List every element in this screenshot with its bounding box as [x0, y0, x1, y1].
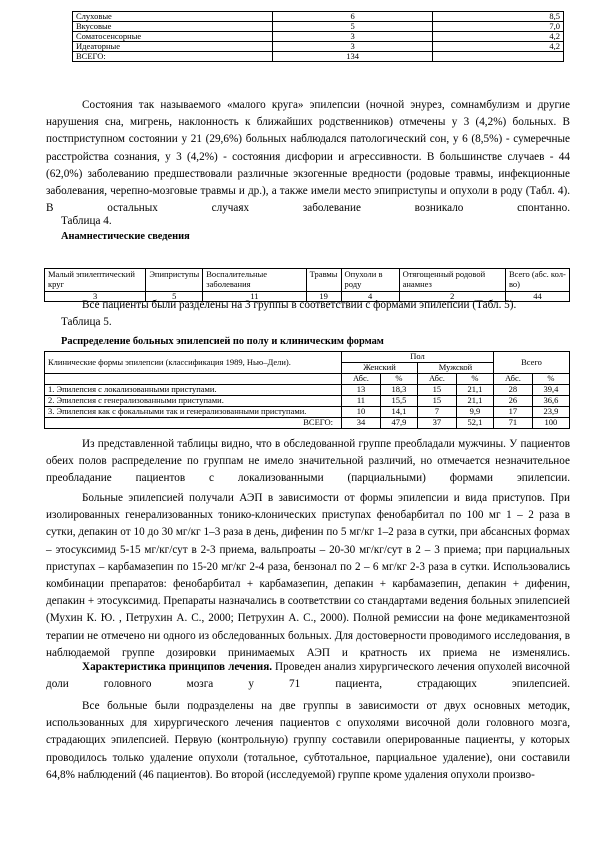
table-cell: 3: [272, 42, 432, 52]
table-header-cell: Опухоли в роду: [341, 269, 399, 292]
table-cell: 11: [342, 396, 381, 407]
table-row: [45, 418, 570, 429]
table4-title: Анамнестические сведения: [61, 231, 190, 242]
table-cell: 3: [272, 32, 432, 42]
pct-header: %: [380, 374, 417, 385]
table-cell: 26: [493, 396, 532, 407]
table-header-cell: Травмы: [306, 269, 341, 292]
table-row: [73, 52, 564, 62]
table-header-cell: Эпиприступы: [146, 269, 203, 292]
table5-label: Таблица 5.: [61, 316, 112, 328]
principles-heading: Характеристика принципов лечения.: [82, 661, 273, 673]
table-cell: 134: [272, 52, 432, 62]
table-cell: 9,9: [456, 407, 493, 418]
table-cell: 34: [342, 418, 381, 429]
table-header-cell: Всего (абс. кол-во): [505, 269, 569, 292]
table-cell: 14,1: [380, 407, 417, 418]
pct-header: %: [456, 374, 493, 385]
table-header-cell: Малый эпилептический круг: [45, 269, 146, 292]
male-header: Мужской: [417, 363, 493, 374]
table-cell: 100: [532, 418, 569, 429]
table-header-cell: Воспалительные заболевания: [203, 269, 306, 292]
table-cell: 13: [342, 385, 381, 396]
paragraph-treatment: Больные эпилепсией получали АЭП в зависимости от формы эпилепсии и вида приступов. При изолированных генерализованных тонико-клонических приступах фенобарбитал по 100 мг 1 – 2 раза в сутки, депакин от 10 до 30 мг/кг 1–3 раза в день, дифенин по 5 мг/кг 1–2 раза в сутки, при абсансных формах – этосуксимид 5-15 мг/кг/сут в 2-3 приема, вальпроаты – 20-30 мг/кг/сут в 2 – 3 приема; при парциальных приступах – карбамазепин по 15-20 мг/кг 2-4 раза, бензонал по 2 – 6 мг/кг 2-3 раза в сутки. Использовались комбинации препаратов: фенобарбитал + карбамазепин, депакин + карбамазепин, депакин + дифенин, депакин + этосуксимид. Препараты назначались в соответствии со стандартами ведения больных эпилепсией (Мухин К. Ю. , Петрухин А. С., 2000; Петрухин А. С., 2000). Полной ремиссии на фоне медикаментозной терапии не отмечено ни одного из обследованных больных. Для достоверности проводимого исследования, в наблюдаемой группе дозировки принимаемых АЭП и кратность их приема не изменялись.: [46, 492, 570, 659]
table-row: [45, 385, 570, 396]
table-row: [45, 407, 570, 418]
table-cell: Соматосенсорные: [73, 32, 273, 42]
table-cell: 15: [417, 385, 456, 396]
table-cell: 11: [203, 292, 306, 302]
table-cell: 17: [493, 407, 532, 418]
table-cell: 21,1: [456, 385, 493, 396]
table-row: [73, 22, 564, 32]
table-row: [73, 12, 564, 22]
table-cell: 10: [342, 407, 381, 418]
abs-header: Абс.: [493, 374, 532, 385]
table-cell: 23,9: [532, 407, 569, 418]
table-cell: 6: [272, 12, 432, 22]
female-header: Женский: [342, 363, 418, 374]
table-cell: 21,1: [456, 396, 493, 407]
table-cell: 15,5: [380, 396, 417, 407]
sex-forms-table: [44, 351, 570, 429]
total-header: Всего: [493, 352, 569, 374]
table-cell: 39,4: [532, 385, 569, 396]
table-cell: [433, 52, 564, 62]
table-cell: 37: [417, 418, 456, 429]
table-cell: 28: [493, 385, 532, 396]
table-row: [45, 396, 570, 407]
sex-header: Пол: [342, 352, 494, 363]
table-cell: 2. Эпилепсия с генерализованными приступами.: [45, 396, 342, 407]
abs-header: Абс.: [417, 374, 456, 385]
table-cell: 5: [272, 22, 432, 32]
table5-title: Распределение больных эпилепсией по полу и клиническим формам: [61, 336, 384, 347]
table-cell: 19: [306, 292, 341, 302]
table-cell: 4,2: [433, 42, 564, 52]
table-cell: 3: [45, 292, 146, 302]
table-cell: ВСЕГО:: [73, 52, 273, 62]
table-cell: Вкусовые: [73, 22, 273, 32]
table-cell: Слуховые: [73, 12, 273, 22]
table-cell: 1. Эпилепсия с локализованными приступами.: [45, 385, 342, 396]
table-row: [73, 32, 564, 42]
table-cell: 3. Эпилепсия как с фокальными так и генерализованными приступами.: [45, 407, 342, 418]
table-cell: 15: [417, 396, 456, 407]
table-cell: 5: [146, 292, 203, 302]
table-cell: 52,1: [456, 418, 493, 429]
table-cell: 44: [505, 292, 569, 302]
paragraph-small-circle: Состояния так называемого «малого круга» эпилепсии (ночной энурез, сомнамбулизм и другие нарушения сна, мигрень, наклонность к ближайших родственников) отмечены у 3 (4,2%) больных. В постприступном состоянии у 21 (29,6%) больных наблюдался патологический сон, у 6 (8,5%) - сумеречные расстройства сознания, у 3 (4,2%) - состояния дисфории и агрессивности. В большинстве случаев - 44 (62,0%) заболеванию предшествовали различные экзогенные вредности (родовые травмы, инфекционные заболевания, черепно-мозговые травмы и др.), а также имели место эпиприступы и опухоли в роду (Табл. 4). В остальных случаях заболевание возникало спонтанно.: [46, 99, 570, 215]
paragraph-table-summary: Из представленной таблицы видно, что в обследованной группе преобладали мужчины. У пациентов обеих полов распределение по группам не имело значительной различий, но отмечается незначительное преобладание пациентов с локализованными (парциальными) формами эпилепсии.: [46, 438, 570, 485]
table-cell: 36,6: [532, 396, 569, 407]
table-cell: Идеаторные: [73, 42, 273, 52]
table-cell: 4: [341, 292, 399, 302]
abs-header: Абс.: [342, 374, 381, 385]
table-row: [73, 42, 564, 52]
table-cell: 7: [417, 407, 456, 418]
table-header-cell: Отягощенный родовой анамнез: [399, 269, 505, 292]
table4-label: Таблица 4.: [61, 215, 112, 227]
table-cell: 71: [493, 418, 532, 429]
forms-header: Клинические формы эпилепсии (классификация 1989, Нью–Дели).: [45, 352, 342, 374]
seizure-types-table: [72, 11, 564, 62]
pct-header: %: [532, 374, 569, 385]
paragraph-principles: Характеристика принципов лечения. Проведен анализ хирургического лечения опухолей височной доли головного мозга у 71 пациента, страдающих эпилепсией.: [46, 661, 570, 691]
table-cell: ВСЕГО:: [45, 418, 342, 429]
table-cell: 8,5: [433, 12, 564, 22]
table-cell: 7,0: [433, 22, 564, 32]
paragraph-groups-surgery: Все больные были подразделены на две группы в зависимости от двух основных методик, использованных для хирургического лечения пациентов с опухолями височной доли головного мозга, страдающих эпилепсией. Первую (контрольную) группу составили оперированные пациенты, у которых проводилось только удаление опухоли (тотальное, субтотальное, парциальное удаление), они составили 64,8% наблюдений (46 пациентов). Во второй (исследуемой) группе кроме удаления опухоли произво-: [46, 700, 570, 781]
table-cell: 4,2: [433, 32, 564, 42]
table-cell: 2: [399, 292, 505, 302]
paragraph-groups: Все пациенты были разделены на 3 группы в соответствии с формами эпилепсии (Табл. 5).: [82, 299, 517, 311]
table-cell: 18,3: [380, 385, 417, 396]
table-cell: 47,9: [380, 418, 417, 429]
